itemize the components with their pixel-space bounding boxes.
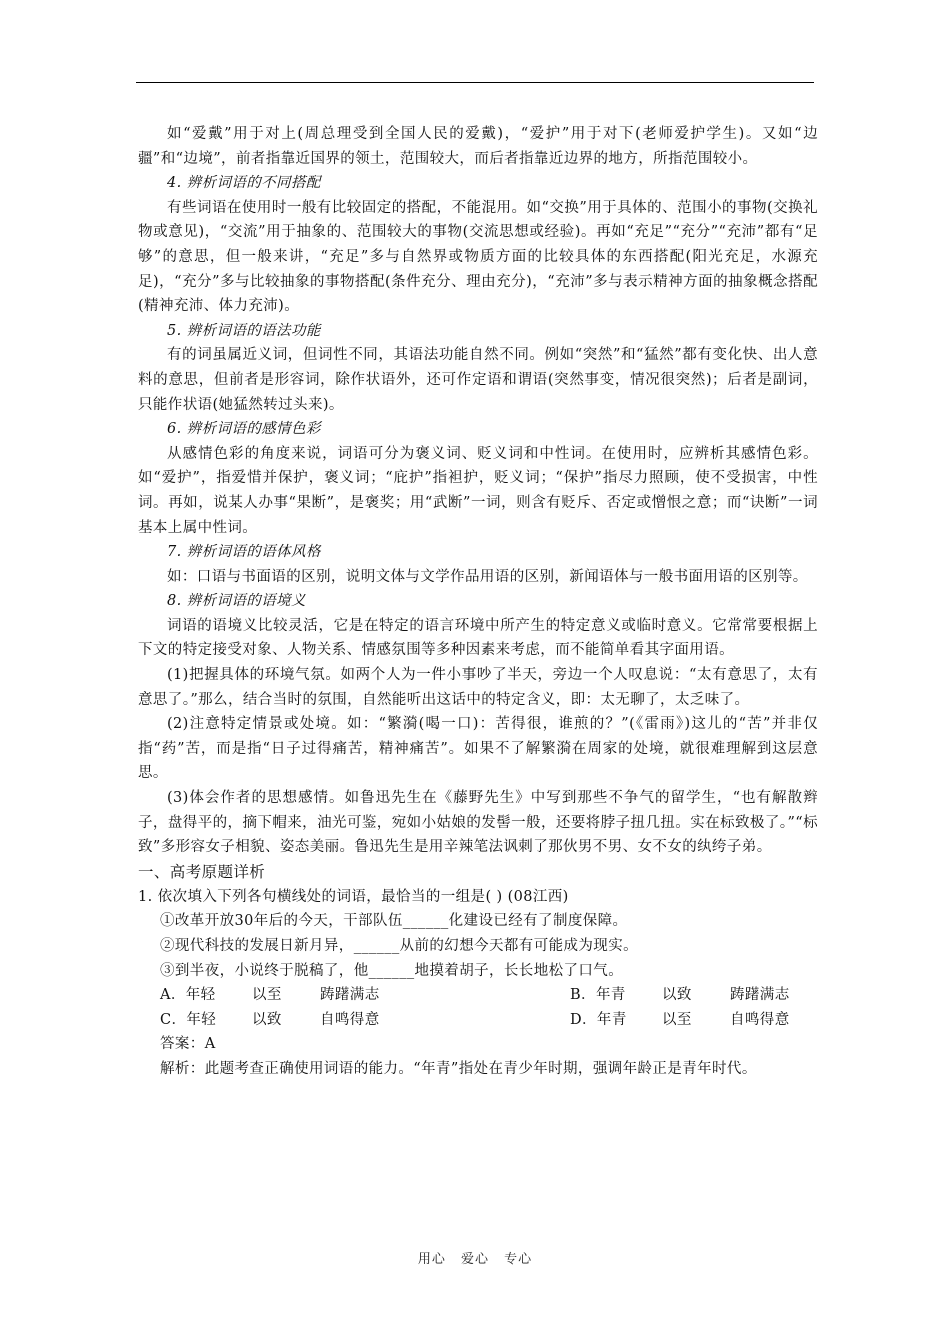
header-rule [136,82,814,83]
section-heading: 7. 辨析词语的语体风格 [167,544,321,561]
question-item: ②现代科技的发展日新月异，______从前的幻想今天都有可能成为现实。 [160,938,638,954]
section-heading: 5. 辨析词语的语法功能 [167,322,321,339]
section-heading: 4. 辨析词语的不同搭配 [167,175,321,192]
paragraph: (1)把握具体的环境气氛。如两个人为一件小事吵了半天，旁边一个人叹息说：“太有意思了，太有意思了。”那么，结合当时的氛围，自然能听出这话中的特定含义，即：太无聊了，太乏味了。 [138,667,818,708]
question-stem: 1. 依次填入下列各句横线处的词语，最恰当的一组是( ) (08江西) [138,888,569,905]
paragraph: 有的词虽属近义词，但词性不同，其语法功能自然不同。例如“突然”和“猛然”都有变化快、出人意料的意思，但前者是形容词，除作状语外，还可作定语和谓语(突然事变，情况很突然)；后者是副词，只能作状语(她猛然转过头来)。 [138,347,818,413]
paragraph: 从感情色彩的角度来说，词语可分为褒义词、贬义词和中性词。在使用时，应辨析其感情色彩。如“爱护”，指爱惜并保护，褒义词；“庇护”指袒护，贬义词；“保护”指尽力照顾，使不受损害，中性词。再如，说某人办事“果断”，是褒奖；用“武断”一词，则含有贬斥、否定或憎恨之意；而“诀断”一词基本上属中性词。 [138,445,818,536]
options-row [138,1008,818,1033]
section-heading: 6. 辨析词语的感情色彩 [167,421,321,438]
option-cell: 以致 [252,1011,282,1028]
option-cell: A．年轻 [160,987,216,1004]
answer: 答案：A [160,1036,216,1053]
paragraph: 如“爱戴”用于对上(周总理受到全国人民的爱戴)，“爱护”用于对下(老师爱护学生)。又如“边疆”和“边境”，前者指靠近国界的领土，范围较大，而后者指靠近边界的地方，所指范围较小。 [138,126,818,167]
question-item: ③到半夜，小说终于脱稿了，他______地摸着胡子，长长地松了口气。 [160,962,624,979]
document-body [138,122,818,1082]
exam-section-title: 一、高考原题详析 [138,862,266,881]
option-cell: D．年青 [570,1011,627,1028]
paragraph: 词语的语境义比较灵活，它是在特定的语言环境中所产生的特定意义或临时意义。它常常要根据上下文的特定接受对象、人物关系、情感氛围等多种因素来考虑，而不能简单看其字面用语。 [138,617,818,659]
paragraph: 如：口语与书面语的区别，说明文体与文学作品用语的区别，新闻语体与一般书面用语的区别等。 [167,568,808,585]
option-cell: 自鸣得意 [320,1011,380,1028]
paragraph: (2)注意特定情景或处境。如：“繁漪(喝一口)：苦得很，谁煎的？”(《雷雨》)这儿的“苦”并非仅指“药”苦，而是指“日子过得痛苦，精神痛苦”。如果不了解繁漪在周家的处境，就很难理解到这层意思。 [138,716,818,782]
section-heading: 8. 辨析词语的语境义 [167,593,306,610]
option-cell: B．年青 [570,987,626,1004]
option-cell: 以致 [662,987,692,1004]
option-cell: 以至 [662,1011,692,1028]
paragraph: 有些词语在使用时一般有比较固定的搭配，不能混用。如“交换”用于具体的、范围小的事物(交换礼物或意见)，“交流”用于抽象的、范围较大的事物(交流思想或经验)。再如“充足”“充分”“充沛”都有“足够”的意思，但一般来讲，“充足”多与自然界或物质方面的比较具体的东西搭配(阳光充足，水源充足)，“充分”多与比较抽象的事物搭配(条件充分、理由充分)，“充沛”多与表示精神方面的抽象概念搭配(精神充沛、体力充沛)。 [138,199,818,315]
question-item: ①改革开放30年后的今天，干部队伍______化建设已经有了制度保障。 [160,913,628,930]
option-cell: 踌躇满志 [320,987,380,1004]
option-cell: 以至 [252,987,282,1004]
analysis: 解析：此题考查正确使用词语的能力。“年青”指处在青少年时期，强调年龄正是青年时代。 [160,1060,757,1077]
page-footer: 用心 爱心 专心 [417,1252,533,1267]
option-cell: C．年轻 [160,1011,217,1028]
option-cell: 踌躇满志 [730,987,790,1004]
options-row [138,983,818,1008]
paragraph: (3)体会作者的思想感情。如鲁迅先生在《藤野先生》中写到那些不争气的留学生，“也有解散辫子，盘得平的，摘下帽来，油光可鉴，宛如小姑娘的发髻一般，还要将脖子扭几扭。实在标致极了。”“标致”多形容女子相貌、姿态美丽。鲁迅先生是用辛辣笔法讽刺了那伙男不男、女不女的纨绔子弟。 [138,790,818,856]
option-cell: 自鸣得意 [730,1011,790,1028]
